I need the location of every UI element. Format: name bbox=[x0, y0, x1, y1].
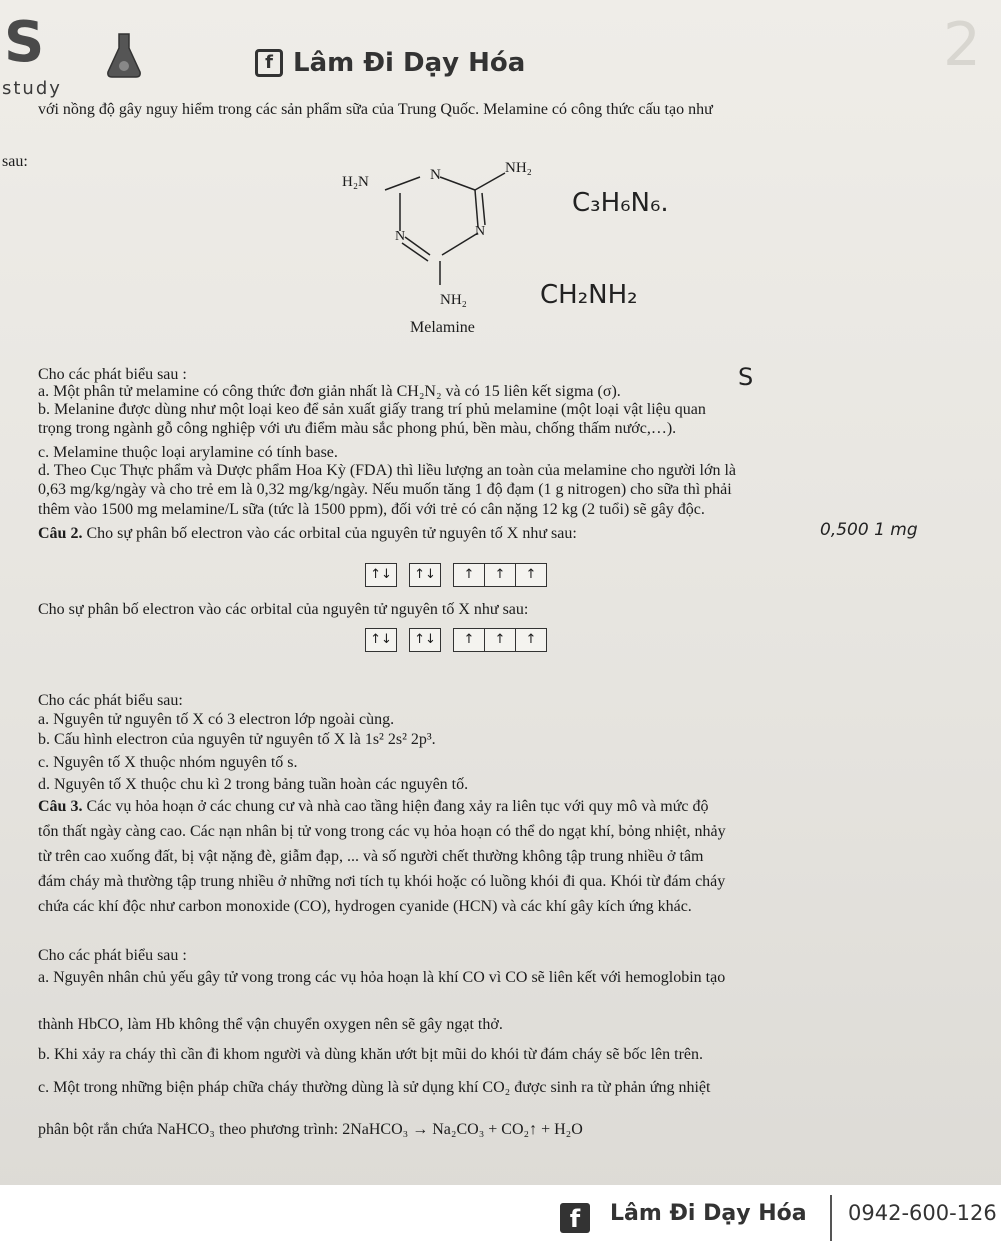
statement-a: thành HbCO, làm Hb không thể vận chuyển oxygen nên sẽ gây ngạt thở. bbox=[38, 1016, 503, 1033]
handwritten-formula: C₃H₆N₆. bbox=[572, 188, 669, 218]
question-2-text: Cho sự phân bố electron vào các orbital của nguyên tử nguyên tố X như sau: bbox=[82, 525, 577, 542]
facebook-icon: f bbox=[560, 1203, 590, 1233]
statement-c: phân bột rắn chứa NaHCO₃ theo phương trình: 2NaHCO₃ → Na₂CO₃ + CO₂↑ + H₂O bbox=[38, 1121, 583, 1138]
nh2-right-label: NH₂ bbox=[505, 160, 532, 176]
nh2-bottom-label: NH₂ bbox=[440, 292, 467, 308]
question-3-text: tổn thất ngày càng cao. Các nạn nhân bị tử vong trong các vụ hỏa hoạn có thể do ngạt khí, bỏng nhiệt, nhảy bbox=[38, 823, 726, 840]
statement-lead: Cho các phát biểu sau : bbox=[38, 366, 187, 383]
orbital-1s bbox=[365, 628, 397, 652]
orbital-cell: ↑ bbox=[525, 567, 537, 582]
question-3-text: từ trên cao xuống đất, bị vật nặng đè, giẫm đạp, ... và số người chết thường không tập trung nhiều ở tâm bbox=[38, 848, 704, 865]
orbital-cell: ↑↓ bbox=[414, 567, 436, 582]
statement-lead: Cho các phát biểu sau: bbox=[38, 692, 183, 709]
question-3-text: Các vụ hỏa hoạn ở các chung cư và nhà cao tầng hiện đang xảy ra liên tục với quy mô và mức độ bbox=[82, 798, 709, 815]
handwritten-note: 0,500 1 mg bbox=[820, 520, 918, 540]
statement-b: b. Khi xảy ra cháy thì cần đi khom người và dùng khăn ướt bịt mũi do khói từ đám cháy sẽ bốc lên trên. bbox=[38, 1046, 704, 1063]
statement-a: a. Một phân tử melamine có công thức đơn giản nhất là CH₂N₂ và có 15 liên kết sigma (σ). bbox=[38, 383, 621, 400]
intro-line: với nồng độ gây nguy hiểm trong các sản phẩm sữa của Trung Quốc. Melamine có công thức cấu tạo như bbox=[38, 101, 713, 118]
handwritten-mark: S bbox=[738, 363, 754, 391]
flask-icon bbox=[104, 30, 144, 80]
orbital-diagram-1 bbox=[365, 563, 547, 587]
handwritten-formula: CH₂NH₂ bbox=[540, 280, 638, 310]
orbital-diagram-2 bbox=[365, 628, 547, 652]
decorative-number-icon: 2 bbox=[942, 10, 981, 80]
orbital-cell: ↑↓ bbox=[370, 567, 392, 582]
orbital-cell: ↑ bbox=[525, 632, 537, 647]
banner-title bbox=[255, 48, 525, 78]
question-2-repeat: Cho sự phân bố electron vào các orbital của nguyên tử nguyên tố X như sau: bbox=[38, 601, 529, 618]
orbital-2s bbox=[409, 563, 441, 587]
statement-c: c. Một trong những biện pháp chữa cháy thường dùng là sử dụng khí CO₂ được sinh ra từ phản ứng nhiệt bbox=[38, 1079, 711, 1096]
n-atom-label: N bbox=[395, 229, 406, 244]
banner-text: Lâm Đi Dạy Hóa bbox=[293, 48, 526, 78]
statement-d: d. Nguyên tố X thuộc chu kì 2 trong bảng tuần hoàn các nguyên tố. bbox=[38, 776, 469, 793]
question-3-text: đám cháy mà thường tập trung nhiều ở những nơi tích tụ khói hoặc có luồng khói đi qua. Khói từ đám cháy bbox=[38, 873, 726, 890]
logo-text: study bbox=[2, 78, 62, 99]
statement-a: a. Nguyên nhân chủ yếu gây tử vong trong các vụ hỏa hoạn là khí CO vì CO sẽ liên kết với hemoglobin tạo bbox=[38, 969, 726, 986]
statement-d: thêm vào 1500 mg melamine/L sữa (tức là 1500 ppm), đối với trẻ có cân nặng 12 kg (2 tuổi) sẽ gây độc. bbox=[38, 501, 705, 518]
orbital-cell: ↑ bbox=[485, 629, 516, 651]
n-atom-label: N bbox=[430, 167, 441, 183]
statement-b: trọng trong ngành gỗ công nghiệp với ưu điểm màu sắc phong phú, bền màu, chống thấm nước,…). bbox=[38, 420, 677, 437]
question-2-title: Câu 2. bbox=[38, 525, 83, 542]
orbital-cell: ↑ bbox=[454, 629, 485, 651]
statement-c: c. Nguyên tố X thuộc nhóm nguyên tố s. bbox=[38, 754, 298, 771]
h2n-label: H₂N bbox=[342, 174, 369, 190]
orbital-2p bbox=[453, 628, 547, 652]
orbital-cell: ↑ bbox=[485, 564, 516, 586]
statement-b: b. Melanine được dùng như một loại keo để sản xuất giấy trang trí phủ melamine (một loại vật liệu quan bbox=[38, 401, 706, 418]
orbital-1s bbox=[365, 563, 397, 587]
question-3 bbox=[38, 797, 709, 817]
question-3-text: chứa các khí độc như carbon monoxide (CO), hydrogen cyanide (HCN) và các khí gây kích ứng khác. bbox=[38, 898, 692, 915]
question-3-title: Câu 3. bbox=[38, 798, 83, 815]
orbital-2p bbox=[453, 563, 547, 587]
study-logo-icon: S bbox=[4, 10, 45, 75]
n-atom-label: N bbox=[475, 224, 486, 239]
statement-lead: Cho các phát biểu sau : bbox=[38, 947, 187, 964]
orbital-2s bbox=[409, 628, 441, 652]
header bbox=[0, 0, 1001, 100]
statement-a: a. Nguyên tử nguyên tố X có 3 electron lớp ngoài cùng. bbox=[38, 711, 395, 728]
footer-phone: 0942-600-126 bbox=[848, 1201, 997, 1225]
footer-divider bbox=[830, 1195, 832, 1241]
orbital-cell: ↑ bbox=[454, 564, 485, 586]
question-2 bbox=[38, 524, 577, 544]
statement-d: 0,63 mg/kg/ngày và cho trẻ em là 0,32 mg/kg/ngày. Nếu muốn tăng 1 độ đạm (1 g nitrogen) cho sữa thì phải bbox=[38, 481, 732, 498]
structure-caption: Melamine bbox=[410, 319, 475, 336]
footer-brand: Lâm Đi Dạy Hóa bbox=[610, 1201, 807, 1226]
footer-bar bbox=[0, 1185, 1001, 1251]
facebook-icon: f bbox=[255, 49, 283, 77]
statement-c: c. Melamine thuộc loại arylamine có tính base. bbox=[38, 444, 338, 461]
statement-d: d. Theo Cục Thực phẩm và Dược phẩm Hoa Kỳ (FDA) thì liều lượng an toàn của melamine cho người lớn là bbox=[38, 462, 737, 479]
orbital-cell: ↑↓ bbox=[370, 632, 392, 647]
intro-line: sau: bbox=[2, 153, 28, 170]
orbital-cell: ↑↓ bbox=[414, 632, 436, 647]
statement-b: b. Cấu hình electron của nguyên tử nguyên tố X là 1s² 2s² 2p³. bbox=[38, 731, 436, 748]
